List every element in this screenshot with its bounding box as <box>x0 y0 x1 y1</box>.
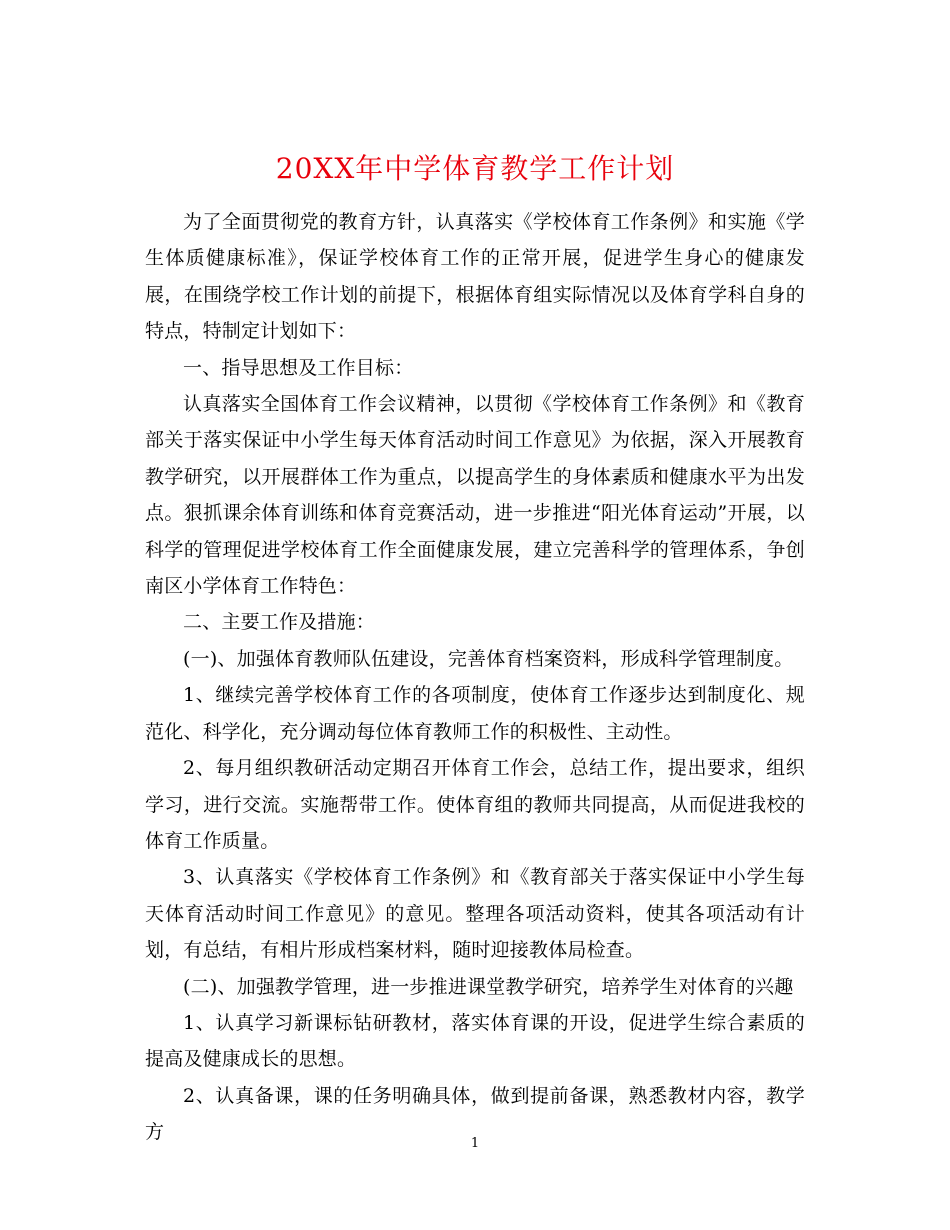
list-item-1-3: 3、认真落实《学校体育工作条例》和《教育部关于落实保证中小学生每天体育活动时间工作意见》的意见。整理各项活动资料，使其各项活动有计划，有总结，有相片形成档案材料，随时迎接教体局检查。 <box>145 866 805 962</box>
document-title: 20XX年中学体育教学工作计划 <box>275 151 675 185</box>
document-body <box>145 204 805 1151</box>
subsection-heading-1: (一)、加强体育教师队伍建设，完善体育档案资料，形成科学管理制度。 <box>183 647 794 670</box>
intro-paragraph: 为了全面贯彻党的教育方针，认真落实《学校体育工作条例》和实施《学生体质健康标准》，保证学校体育工作的正常开展，促进学生身心的健康发展，在围绕学校工作计划的前提下，根据体育组实际情况以及体育学科自身的特点，特制定计划如下： <box>145 211 805 343</box>
section-heading-guiding-thought: 一、指导思想及工作目标： <box>183 356 414 379</box>
list-item-1-1: 1、继续完善学校体育工作的各项制度，使体育工作逐步达到制度化、规范化、科学化，充分调动每位体育教师工作的积极性、主动性。 <box>145 684 805 743</box>
section-heading-main-work: 二、主要工作及措施： <box>183 611 376 634</box>
list-item-1-2: 2、每月组织教研活动定期召开体育工作会，总结工作，提出要求，组织学习，进行交流。实施帮带工作。使体育组的教师共同提高，从而促进我校的体育工作质量。 <box>145 757 805 852</box>
subsection-heading-2: (二)、加强教学管理，进一步推进课堂教学研究，培养学生对体育的兴趣 <box>183 975 794 998</box>
list-item-2-1: 1、认真学习新课标钻研教材，落实体育课的开设，促进学生综合素质的提高及健康成长的思想。 <box>145 1011 805 1071</box>
page-number: 1 <box>470 1136 480 1151</box>
list-item-2-2: 2、认真备课，课的任务明确具体，做到提前备课，熟悉教材内容，教学方 <box>145 1084 805 1144</box>
guiding-thought-paragraph: 认真落实全国体育工作会议精神，以贯彻《学校体育工作条例》和《教育部关于落实保证中小学生每天体育活动时间工作意见》为依据，深入开展教育教学研究，以开展群体工作为重点，以提高学生的身体素质和健康水平为出发点。狠抓课余体育训练和体育竞赛活动，进一步推进“阳光体育运动”开展，以科学的管理促进学校体育工作全面健康发展，建立完善科学的管理体系，争创南区小学体育工作特色： <box>145 393 805 598</box>
